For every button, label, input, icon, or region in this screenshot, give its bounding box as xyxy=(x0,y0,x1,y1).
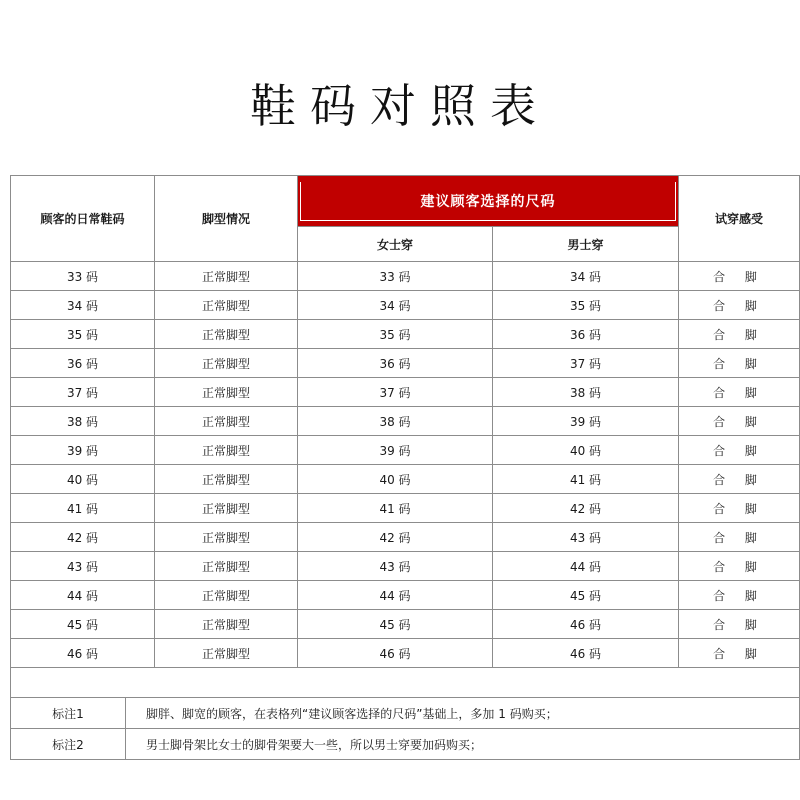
note-label: 标注1 xyxy=(11,698,126,729)
cell-foot-type: 正常脚型 xyxy=(155,378,298,407)
cell-women-size: 40 码 xyxy=(298,465,493,494)
table-row xyxy=(11,262,800,291)
cell-women-size: 39 码 xyxy=(298,436,493,465)
cell-women-size: 33 码 xyxy=(298,262,493,291)
cell-fit-feel: 合 脚 xyxy=(679,349,800,378)
table-row xyxy=(11,552,800,581)
table-row xyxy=(11,436,800,465)
cell-women-size: 46 码 xyxy=(298,639,493,668)
note-row-1 xyxy=(11,698,800,729)
cell-women-size: 37 码 xyxy=(298,378,493,407)
cell-foot-type: 正常脚型 xyxy=(155,349,298,378)
cell-men-size: 38 码 xyxy=(493,378,679,407)
cell-daily-size: 39 码 xyxy=(11,436,155,465)
cell-men-size: 36 码 xyxy=(493,320,679,349)
cell-women-size: 43 码 xyxy=(298,552,493,581)
cell-men-size: 46 码 xyxy=(493,610,679,639)
cell-foot-type: 正常脚型 xyxy=(155,407,298,436)
cell-women-size: 36 码 xyxy=(298,349,493,378)
table-row xyxy=(11,291,800,320)
cell-women-size: 38 码 xyxy=(298,407,493,436)
cell-men-size: 40 码 xyxy=(493,436,679,465)
cell-daily-size: 44 码 xyxy=(11,581,155,610)
size-chart-table xyxy=(10,175,800,760)
cell-men-size: 43 码 xyxy=(493,523,679,552)
cell-fit-feel: 合 脚 xyxy=(679,262,800,291)
table-row xyxy=(11,407,800,436)
blank-cell xyxy=(11,668,800,698)
cell-daily-size: 42 码 xyxy=(11,523,155,552)
cell-men-size: 34 码 xyxy=(493,262,679,291)
cell-men-size: 39 码 xyxy=(493,407,679,436)
cell-foot-type: 正常脚型 xyxy=(155,639,298,668)
cell-women-size: 42 码 xyxy=(298,523,493,552)
cell-fit-feel: 合 脚 xyxy=(679,436,800,465)
note-row-2 xyxy=(11,729,800,760)
page-title: 鞋码对照表 xyxy=(250,79,550,133)
header-row xyxy=(11,176,800,227)
cell-foot-type: 正常脚型 xyxy=(155,552,298,581)
cell-men-size: 37 码 xyxy=(493,349,679,378)
cell-daily-size: 33 码 xyxy=(11,262,155,291)
cell-fit-feel: 合 脚 xyxy=(679,465,800,494)
cell-women-size: 35 码 xyxy=(298,320,493,349)
header-foot-type: 脚型情况 xyxy=(155,176,298,262)
header-women: 女士穿 xyxy=(298,227,493,262)
cell-foot-type: 正常脚型 xyxy=(155,465,298,494)
cell-men-size: 44 码 xyxy=(493,552,679,581)
cell-foot-type: 正常脚型 xyxy=(155,610,298,639)
cell-women-size: 34 码 xyxy=(298,291,493,320)
table-row xyxy=(11,581,800,610)
cell-fit-feel: 合 脚 xyxy=(679,494,800,523)
cell-daily-size: 34 码 xyxy=(11,291,155,320)
cell-foot-type: 正常脚型 xyxy=(155,291,298,320)
cell-foot-type: 正常脚型 xyxy=(155,523,298,552)
cell-men-size: 45 码 xyxy=(493,581,679,610)
table-row xyxy=(11,465,800,494)
note-text: 男士脚骨架比女士的脚骨架要大一些，所以男士穿要加码购买； xyxy=(126,729,800,760)
table-row xyxy=(11,523,800,552)
cell-fit-feel: 合 脚 xyxy=(679,523,800,552)
table-row xyxy=(11,639,800,668)
table-row xyxy=(11,349,800,378)
cell-fit-feel: 合 脚 xyxy=(679,291,800,320)
cell-foot-type: 正常脚型 xyxy=(155,436,298,465)
cell-fit-feel: 合 脚 xyxy=(679,407,800,436)
header-men: 男士穿 xyxy=(493,227,679,262)
cell-fit-feel: 合 脚 xyxy=(679,320,800,349)
cell-foot-type: 正常脚型 xyxy=(155,494,298,523)
cell-daily-size: 46 码 xyxy=(11,639,155,668)
cell-daily-size: 43 码 xyxy=(11,552,155,581)
note-label: 标注2 xyxy=(11,729,126,760)
cell-fit-feel: 合 脚 xyxy=(679,552,800,581)
cell-daily-size: 45 码 xyxy=(11,610,155,639)
cell-women-size: 44 码 xyxy=(298,581,493,610)
cell-women-size: 41 码 xyxy=(298,494,493,523)
cell-fit-feel: 合 脚 xyxy=(679,581,800,610)
table-body xyxy=(11,262,800,668)
cell-daily-size: 37 码 xyxy=(11,378,155,407)
blank-row xyxy=(11,668,800,698)
cell-daily-size: 35 码 xyxy=(11,320,155,349)
cell-men-size: 35 码 xyxy=(493,291,679,320)
header-recommended-size xyxy=(298,176,679,227)
cell-men-size: 42 码 xyxy=(493,494,679,523)
cell-fit-feel: 合 脚 xyxy=(679,378,800,407)
cell-daily-size: 38 码 xyxy=(11,407,155,436)
table-row xyxy=(11,378,800,407)
cell-daily-size: 36 码 xyxy=(11,349,155,378)
cell-men-size: 41 码 xyxy=(493,465,679,494)
header-fit-feel: 试穿感受 xyxy=(679,176,800,262)
table-row xyxy=(11,320,800,349)
cell-women-size: 45 码 xyxy=(298,610,493,639)
cell-daily-size: 40 码 xyxy=(11,465,155,494)
cell-foot-type: 正常脚型 xyxy=(155,262,298,291)
table-row xyxy=(11,610,800,639)
cell-men-size: 46 码 xyxy=(493,639,679,668)
cell-foot-type: 正常脚型 xyxy=(155,320,298,349)
cell-fit-feel: 合 脚 xyxy=(679,639,800,668)
header-recommended-label: 建议顾客选择的尺码 xyxy=(300,182,676,221)
cell-daily-size: 41 码 xyxy=(11,494,155,523)
header-daily-size: 顾客的日常鞋码 xyxy=(11,176,155,262)
table-row xyxy=(11,494,800,523)
note-text: 脚胖、脚宽的顾客，在表格列“建议顾客选择的尺码”基础上，多加 1 码购买； xyxy=(126,698,800,729)
cell-foot-type: 正常脚型 xyxy=(155,581,298,610)
cell-fit-feel: 合 脚 xyxy=(679,610,800,639)
